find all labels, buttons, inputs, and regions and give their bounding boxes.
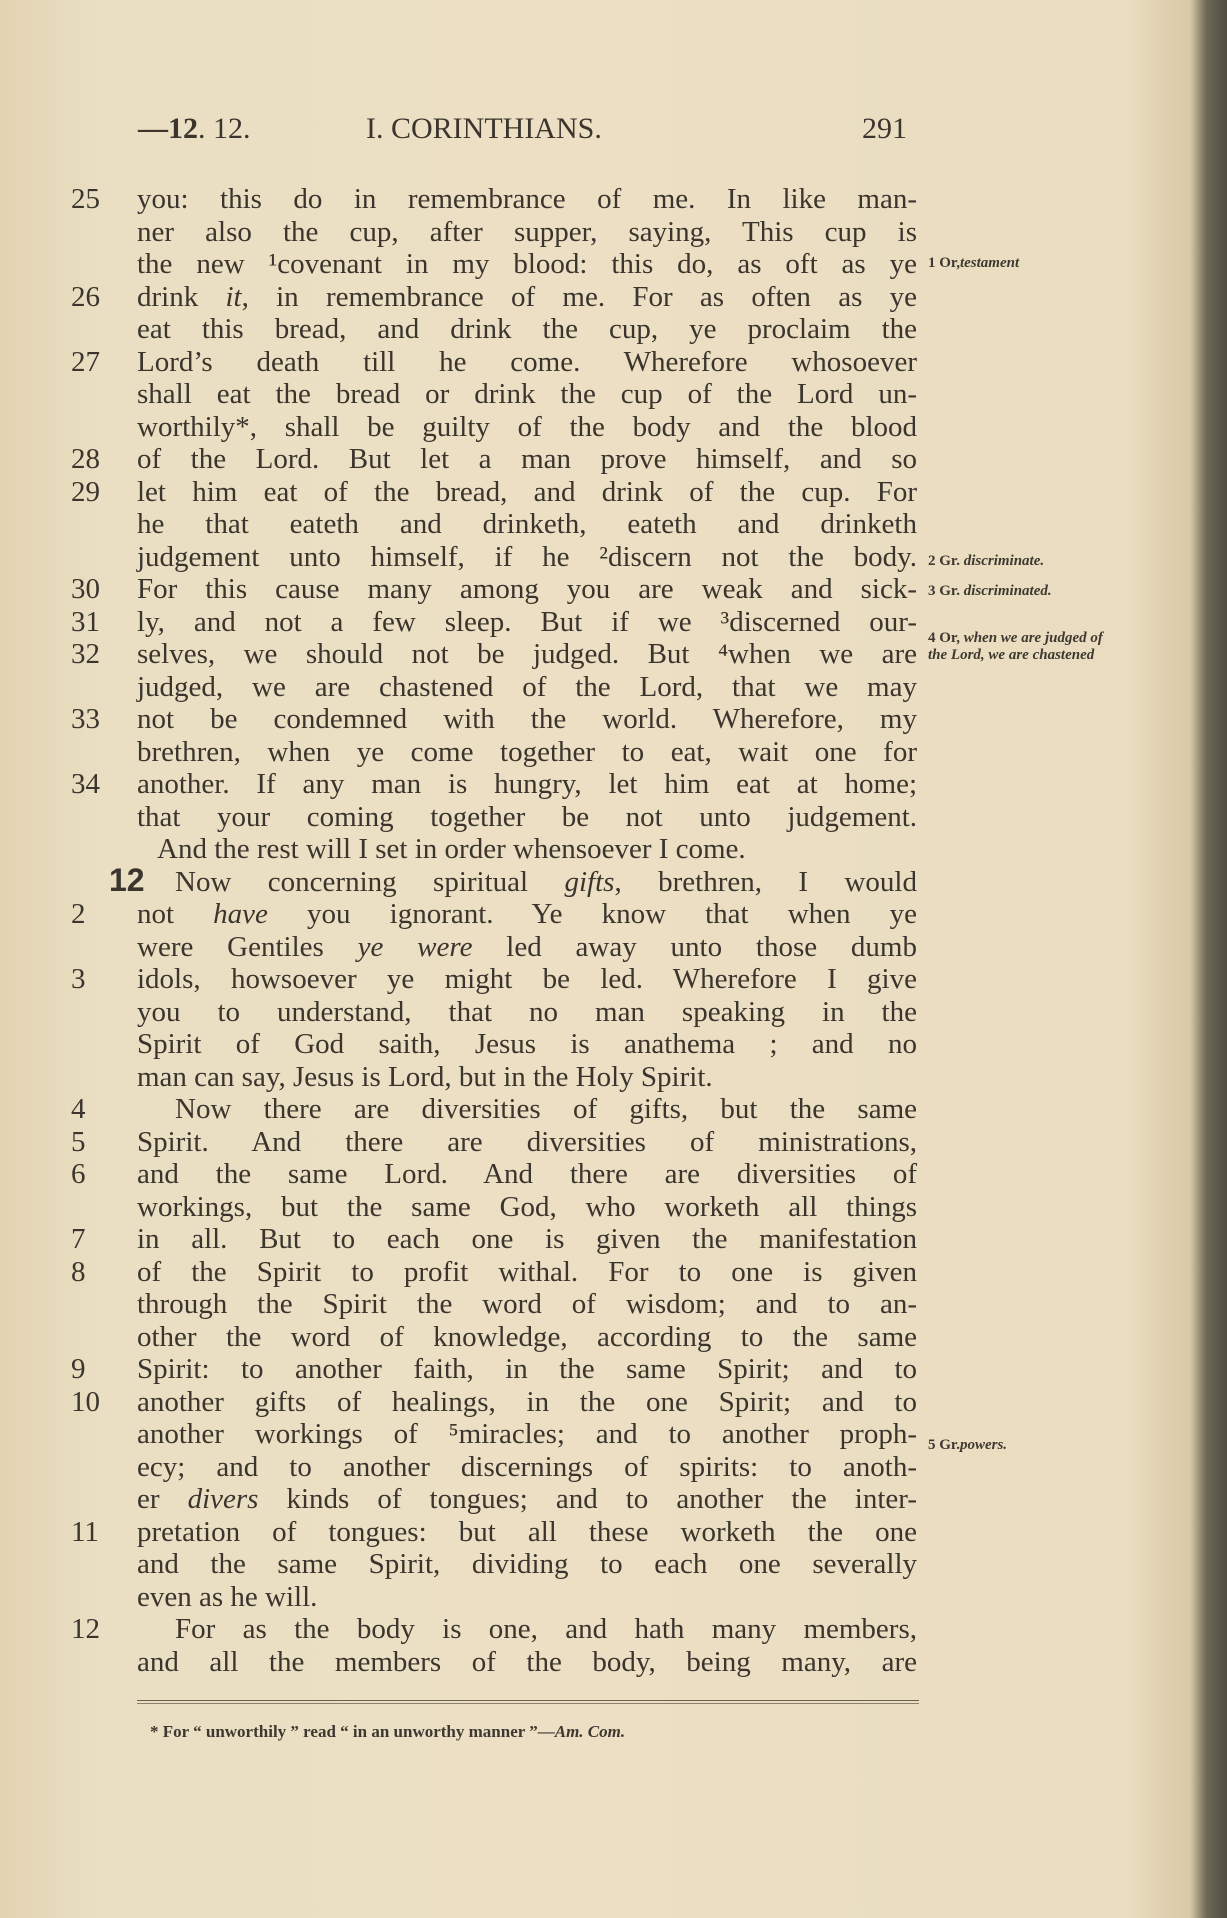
text-line — [71, 1353, 917, 1385]
text-segment: even as he will. — [137, 1580, 318, 1613]
text-line — [137, 411, 917, 443]
text-line — [71, 443, 917, 475]
text-segment: other the word of knowledge, according to the same — [137, 1320, 917, 1353]
line-text — [137, 1483, 917, 1515]
line-text — [137, 1451, 917, 1483]
text-line — [71, 1385, 917, 1418]
text-segment: not be condemned with the world. Wherefore, my — [137, 703, 917, 735]
line-text — [137, 1386, 917, 1418]
line-text — [137, 1288, 917, 1320]
text-segment: and the same Lord. And there are diversities of — [137, 1158, 917, 1190]
verse-number: 26 — [71, 280, 100, 313]
text-line — [137, 996, 917, 1028]
text-line — [71, 1125, 917, 1158]
verse-number: 2 — [71, 898, 86, 930]
text-line — [71, 963, 917, 995]
text-line — [137, 1061, 917, 1093]
line-text — [137, 1418, 917, 1450]
text-line — [71, 1223, 917, 1255]
line-text — [137, 281, 917, 313]
text-line — [71, 1158, 917, 1190]
italic-word: ye were — [357, 930, 473, 963]
text-segment: Spirit of God saith, Jesus is anathema ; and no — [137, 1028, 917, 1060]
text-line — [137, 378, 917, 410]
verse-number: 34 — [71, 768, 100, 800]
verse-number: 33 — [71, 703, 100, 735]
text-line — [137, 1288, 917, 1320]
text-line — [71, 345, 917, 378]
text-line — [71, 703, 917, 735]
line-text — [137, 1191, 917, 1223]
line-text — [137, 703, 917, 735]
text-line — [137, 508, 917, 540]
text-line — [71, 280, 917, 313]
line-text — [137, 476, 917, 508]
text-segment: ner also the cup, after supper, saying, This cup is — [137, 215, 917, 248]
line-text — [137, 1223, 917, 1255]
line-text — [137, 801, 917, 833]
line-text — [137, 768, 917, 800]
line-text — [137, 248, 917, 280]
text-segment: led away unto those dumb — [472, 930, 917, 963]
line-text — [137, 313, 917, 345]
text-line — [137, 736, 917, 768]
text-line — [137, 1028, 917, 1060]
text-segment: eat this bread, and drink the cup, ye proclaim the — [137, 313, 917, 345]
line-text — [137, 1581, 917, 1613]
text-line — [71, 605, 917, 638]
text-line — [71, 1515, 917, 1548]
line-text — [137, 1158, 917, 1190]
verse-number: 4 — [71, 1093, 86, 1125]
line-text — [137, 1093, 917, 1125]
verse-number: 31 — [71, 605, 100, 638]
text-segment: of the Lord. But let a man prove himself, and so — [137, 443, 917, 475]
text-segment: worthily*, shall be guilty of the body and the blood — [137, 410, 917, 443]
text-line — [71, 638, 917, 670]
text-segment: kinds of tongues; and to another the inter- — [258, 1483, 917, 1515]
reference-verse: . 12. — [198, 112, 251, 145]
line-text — [137, 1646, 917, 1678]
line-text — [137, 541, 917, 573]
text-segment: , brethren, I would — [614, 865, 917, 898]
line-text — [137, 1256, 917, 1288]
text-segment: pretation of tongues: but all these worketh the one — [137, 1515, 917, 1548]
line-text — [137, 898, 917, 930]
line-text — [137, 1353, 917, 1385]
verse-number: 10 — [71, 1385, 100, 1418]
text-segment: let him eat of the bread, and drink of the cup. For — [137, 475, 917, 508]
italic-word: divers — [187, 1483, 259, 1515]
line-text — [137, 671, 917, 703]
text-segment: another. If any man is hungry, let him eat at home; — [137, 768, 917, 800]
line-text — [137, 183, 917, 215]
text-segment: you to understand, that no man speaking in the — [137, 995, 917, 1028]
text-line — [71, 1255, 917, 1288]
text-line — [137, 1646, 917, 1678]
text-segment: selves, we should not be judged. But ⁴when we are — [137, 638, 917, 670]
text-segment: another gifts of healings, in the one Spirit; and to — [137, 1385, 917, 1418]
line-text — [137, 508, 917, 540]
line-text — [137, 1028, 917, 1060]
line-text — [137, 1061, 917, 1093]
verse-number: 25 — [71, 183, 100, 215]
text-segment: in all. But to each one is given the manifestation — [137, 1223, 917, 1255]
text-segment: man can say, Jesus is Lord, but in the Holy Spirit. — [137, 1060, 713, 1093]
verse-number: 6 — [71, 1158, 86, 1190]
text-segment: he that eateth and drinketh, eateth and drinketh — [137, 508, 917, 540]
verse-number: 3 — [71, 963, 86, 995]
text-segment: Lord’s death till he come. Wherefore whosoever — [137, 345, 917, 378]
text-segment: through the Spirit the word of wisdom; and to an- — [137, 1288, 917, 1320]
verse-number: 5 — [71, 1125, 86, 1158]
text-line — [137, 1581, 917, 1613]
chapter-number: 12 — [109, 861, 145, 898]
line-text — [137, 411, 917, 443]
line-text — [137, 1321, 917, 1353]
text-segment: you ignorant. Ye know that when ye — [267, 898, 918, 930]
text-segment: brethren, when ye come together to eat, wait one for — [137, 735, 917, 768]
verse-number: 12 — [71, 1613, 100, 1645]
text-segment: and the same Spirit, dividing to each one severally — [137, 1548, 917, 1580]
text-segment: that your coming together be not unto judgement. — [137, 800, 917, 833]
line-text — [137, 931, 917, 963]
verse-number: 9 — [71, 1353, 86, 1385]
text-line — [71, 573, 917, 605]
text-segment: drink — [137, 280, 226, 313]
text-segment: not — [137, 898, 214, 930]
verse-number: 27 — [71, 345, 100, 378]
line-text — [137, 573, 917, 605]
line-text — [137, 606, 917, 638]
text-segment: Spirit: to another faith, in the same Spirit; and to — [137, 1353, 917, 1385]
line-text — [137, 216, 917, 248]
verse-number: 7 — [71, 1223, 86, 1255]
text-line — [71, 475, 917, 508]
text-segment: you: this do in remembrance of me. In like man- — [137, 183, 917, 215]
line-text — [137, 1613, 917, 1645]
text-line — [137, 216, 917, 248]
text-segment: of the Spirit to profit withal. For to one is given — [137, 1255, 917, 1288]
text-line — [71, 183, 917, 215]
text-line — [137, 1451, 917, 1483]
verse-number: 32 — [71, 638, 100, 670]
text-segment: er — [137, 1483, 188, 1515]
marginal-note-5: 5 Gr.powers. — [928, 1437, 1008, 1453]
marginal-note-4: 4 Or, when we are judged of the Lord, we are chastened — [928, 630, 1103, 663]
text-line — [137, 1418, 917, 1450]
line-text — [137, 638, 917, 670]
text-line — [137, 931, 917, 963]
line-text — [137, 378, 917, 410]
text-segment: judged, we are chastened of the Lord, that we may — [137, 670, 917, 703]
marginal-note-1: 1 Or,testament — [928, 255, 1020, 271]
marginal-note-3: 3 Gr. discriminated. — [928, 583, 1052, 599]
footnote: * For “ unworthily ” read “ in an unworthy manner ”—Am. Com. — [150, 1722, 626, 1741]
text-segment: For this cause many among you are weak and sick- — [137, 573, 917, 605]
text-segment: Now concerning spiritual — [175, 865, 565, 898]
running-head-title: I. CORINTHIANS. — [366, 112, 602, 145]
text-segment: judgement unto himself, if he ²discern not the body. — [137, 540, 917, 573]
text-line — [137, 313, 917, 345]
verse-number: 11 — [71, 1515, 99, 1548]
line-text — [137, 963, 917, 995]
text-line — [71, 1093, 917, 1125]
text-line — [109, 861, 917, 898]
text-line — [137, 1191, 917, 1223]
text-line — [137, 248, 917, 280]
line-text — [137, 346, 917, 378]
text-segment: ly, and not a few sleep. But if we ³discerned our- — [137, 605, 917, 638]
text-line — [137, 1321, 917, 1353]
line-text — [137, 866, 917, 898]
text-segment: workings, but the same God, who worketh all things — [137, 1190, 917, 1223]
text-segment: , in remembrance of me. For as often as ye — [241, 280, 917, 313]
line-text — [137, 833, 917, 865]
text-segment: another workings of ⁵miracles; and to another proph- — [137, 1418, 917, 1450]
text-segment: idols, howsoever ye might be led. Wherefore I give — [137, 963, 917, 995]
text-segment: and all the members of the body, being many, are — [137, 1645, 917, 1678]
text-segment: For as the body is one, and hath many members, — [175, 1613, 917, 1645]
text-line — [71, 1613, 917, 1645]
text-line — [137, 671, 917, 703]
footnote-rule — [137, 1700, 919, 1704]
line-text — [137, 1516, 917, 1548]
page-number: 291 — [862, 112, 907, 145]
verse-number: 8 — [71, 1255, 86, 1288]
italic-word: gifts — [564, 865, 615, 898]
text-segment: the new ¹covenant in my blood: this do, as oft as ye — [137, 248, 917, 280]
text-line — [137, 1548, 917, 1580]
italic-word: it — [225, 280, 242, 313]
reference-chapter: —12 — [138, 112, 198, 145]
running-head-reference — [138, 112, 251, 146]
marginal-note-2: 2 Gr. discriminate. — [928, 553, 1045, 569]
line-text — [137, 443, 917, 475]
text-line — [137, 1483, 917, 1515]
text-segment: Spirit. And there are diversities of ministrations, — [137, 1125, 917, 1158]
text-line — [71, 768, 917, 800]
text-line — [137, 541, 917, 573]
text-segment: ecy; and to another discernings of spirits: to anoth- — [137, 1450, 917, 1483]
text-segment: Now there are diversities of gifts, but the same — [175, 1093, 917, 1125]
line-text — [137, 1126, 917, 1158]
line-text — [137, 1548, 917, 1580]
line-text — [137, 736, 917, 768]
verse-number: 28 — [71, 443, 100, 475]
text-segment: And the rest will I set in order whensoever I come. — [157, 833, 746, 865]
text-line — [71, 898, 918, 930]
line-text — [137, 996, 917, 1028]
verse-number: 30 — [71, 573, 100, 605]
text-line — [137, 801, 917, 833]
italic-word: have — [213, 898, 268, 930]
verse-number: 29 — [71, 475, 100, 508]
text-line — [137, 833, 917, 865]
text-segment: shall eat the bread or drink the cup of the Lord un- — [137, 378, 917, 410]
text-segment: were Gentiles — [137, 930, 358, 963]
